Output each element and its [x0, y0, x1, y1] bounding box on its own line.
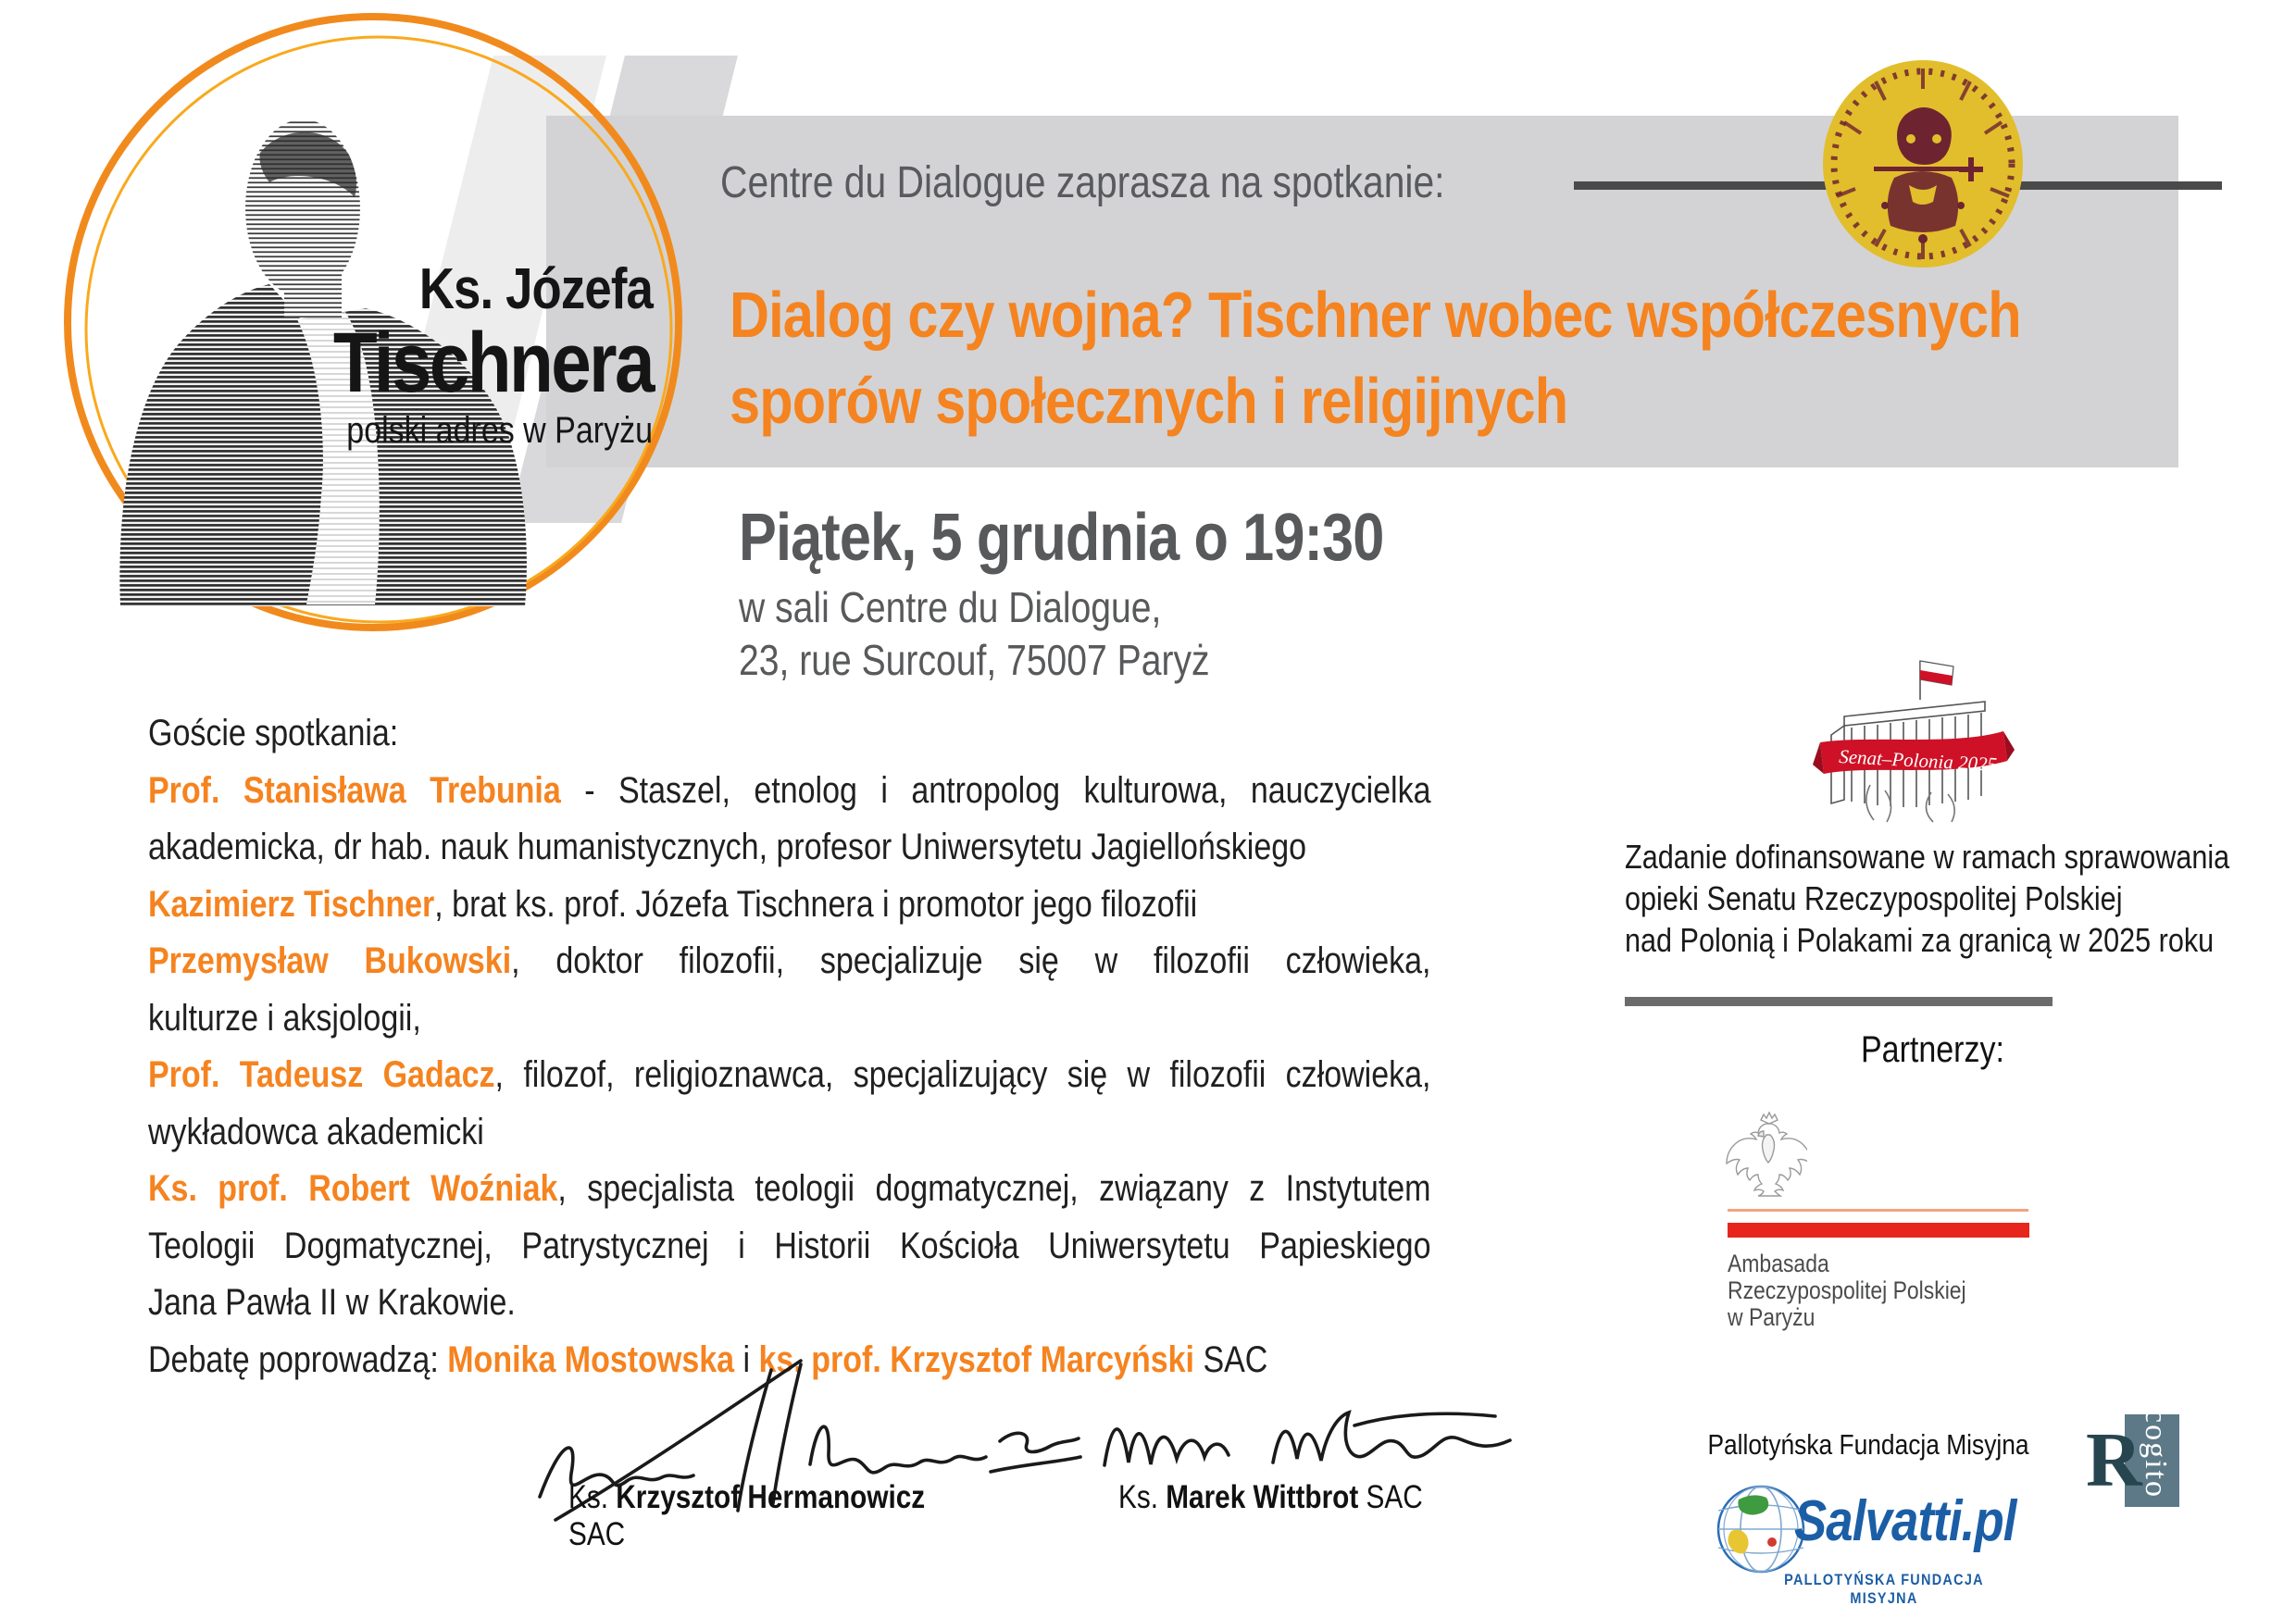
guest-line [148, 763, 1431, 820]
guest-line [148, 933, 1431, 990]
guest-line [148, 1104, 1431, 1162]
salvatti-globe-icon [1715, 1483, 1807, 1575]
guest-line [148, 877, 1431, 934]
badge-line3: polski adres w Paryżu [346, 410, 653, 451]
guest-name: Monika Mostowska [447, 1338, 735, 1380]
svg-text:Senat–Polonia 2025: Senat–Polonia 2025 [1838, 745, 1998, 776]
event-venue [739, 581, 1604, 687]
caption-right-prefix: Ks. [1118, 1479, 1167, 1515]
funding-line3: nad Polonią i Polakami za granicą w 2025 roku [1625, 921, 2215, 959]
embassy-thin-line [1728, 1209, 2028, 1212]
signature-caption-left [568, 1479, 978, 1553]
guest-line [148, 1275, 1431, 1332]
event-address-line: 23, rue Surcouf, 75007 Paryż [739, 636, 1210, 684]
badge-line1: Ks. Józefa [418, 257, 653, 321]
caption-left-suffix: SAC [568, 1516, 626, 1552]
embassy-label [1728, 1251, 2058, 1331]
partners-divider [1625, 997, 2053, 1006]
event-title-line1: Dialog czy wojna? Tischner wobec współczesnych [730, 279, 2021, 351]
funding-line1: Zadanie dofinansowane w ramach sprawowania [1625, 838, 2230, 876]
embassy-line2: Rzeczypospolitej Polskiej [1728, 1276, 1966, 1304]
funding-line2: opieki Senatu Rzeczypospolitej Polskiej [1625, 879, 2123, 917]
recogito-logo [2086, 1409, 2179, 1507]
caption-left-name: Krzysztof Hermanowicz [616, 1479, 926, 1515]
guest-description: Jana Pawła II w Krakowie. [148, 1282, 516, 1323]
guest-line [148, 1218, 1431, 1276]
event-venue-line: w sali Centre du Dialogue, [739, 583, 1162, 631]
caption-right-suffix: SAC [1358, 1479, 1423, 1515]
guest-description: Teologii Dogmatycznej, Patrystycznej i Historii Kościoła Uniwersytetu Papieskiego [148, 1225, 1431, 1266]
guest-description: SAC [1193, 1338, 1268, 1380]
embassy-line3: w Paryżu [1728, 1303, 1816, 1331]
funding-note [1625, 836, 2254, 961]
guest-description: i [734, 1338, 759, 1380]
guest-line [148, 819, 1431, 877]
guest-name: Ks. prof. Robert Woźniak [148, 1168, 558, 1209]
event-title [730, 272, 2146, 444]
embassy-line1: Ambasada [1728, 1250, 1829, 1277]
guest-line [148, 1047, 1431, 1104]
guest-line [148, 705, 1431, 763]
guest-name: Prof. Stanisława Trebunia [148, 769, 561, 811]
recogito-vertical-word: cogito [2139, 1409, 2173, 1499]
guest-description: Goście spotkania: [148, 713, 399, 753]
guest-description: , specjalista teologii dogmatycznej, związany z Instytutem [557, 1168, 1431, 1209]
guest-description: , filozof, religioznawca, specjalizujący się w filozofii człowieka, [494, 1054, 1431, 1095]
guest-lines [148, 705, 1431, 1388]
guest-line [148, 990, 1431, 1048]
partners-heading: Partnerzy: [1861, 1029, 2004, 1070]
invite-line: Centre du Dialogue zaprasza na spotkanie: [720, 158, 1445, 207]
guest-description: , brat ks. prof. Józefa Tischnera i promotor jego filozofii [434, 883, 1198, 925]
badge-text [181, 259, 653, 455]
guest-description: - Staszel, etnolog i antropolog kulturowa, nauczycielka [560, 769, 1431, 811]
signature-caption-right [1118, 1479, 1480, 1516]
event-title-line2: sporów społecznych i religijnych [730, 365, 1568, 437]
event-datetime: Piątek, 5 grudnia o 19:30 [739, 501, 1384, 575]
recogito-letter: R [2086, 1417, 2142, 1503]
salvatti-tagline: PALLOTYŃSKA FUNDACJA MISYJNA [1784, 1571, 1984, 1607]
caption-right-name: Marek Wittbrot [1166, 1479, 1359, 1515]
guest-description: Debatę poprowadzą: [148, 1338, 448, 1380]
caption-left-prefix: Ks. [568, 1479, 617, 1515]
pallotine-label: Pallotyńska Fundacja Misyjna [1707, 1428, 2029, 1461]
guest-name: ks. prof. Krzysztof Marcyński [758, 1338, 1194, 1380]
guest-description: wykładowca akademicki [148, 1111, 484, 1152]
guest-description: akademicka, dr hab. nauk humanistycznych, profesor Uniwersytetu Jagiellońskiego [148, 827, 1307, 867]
guest-name: Prof. Tadeusz Gadacz [148, 1054, 495, 1095]
guest-name: Przemysław Bukowski [148, 940, 512, 981]
guest-line [148, 1161, 1431, 1218]
salvatti-wordmark: Salvatti.pl [1794, 1489, 2016, 1553]
guest-description: , doktor filozofii, specjalizuje się w filozofii człowieka, [511, 940, 1431, 981]
polish-eagle-icon [1724, 1107, 1807, 1200]
embassy-red-bar [1728, 1223, 2029, 1238]
senat-building-logo-icon [1813, 646, 2015, 828]
guest-description: kulturze i aksjologii, [148, 997, 421, 1039]
gold-coin-medallion-icon [1820, 57, 2026, 270]
guest-name: Kazimierz Tischner [148, 883, 435, 925]
badge-line2: Tischnera [332, 316, 653, 410]
